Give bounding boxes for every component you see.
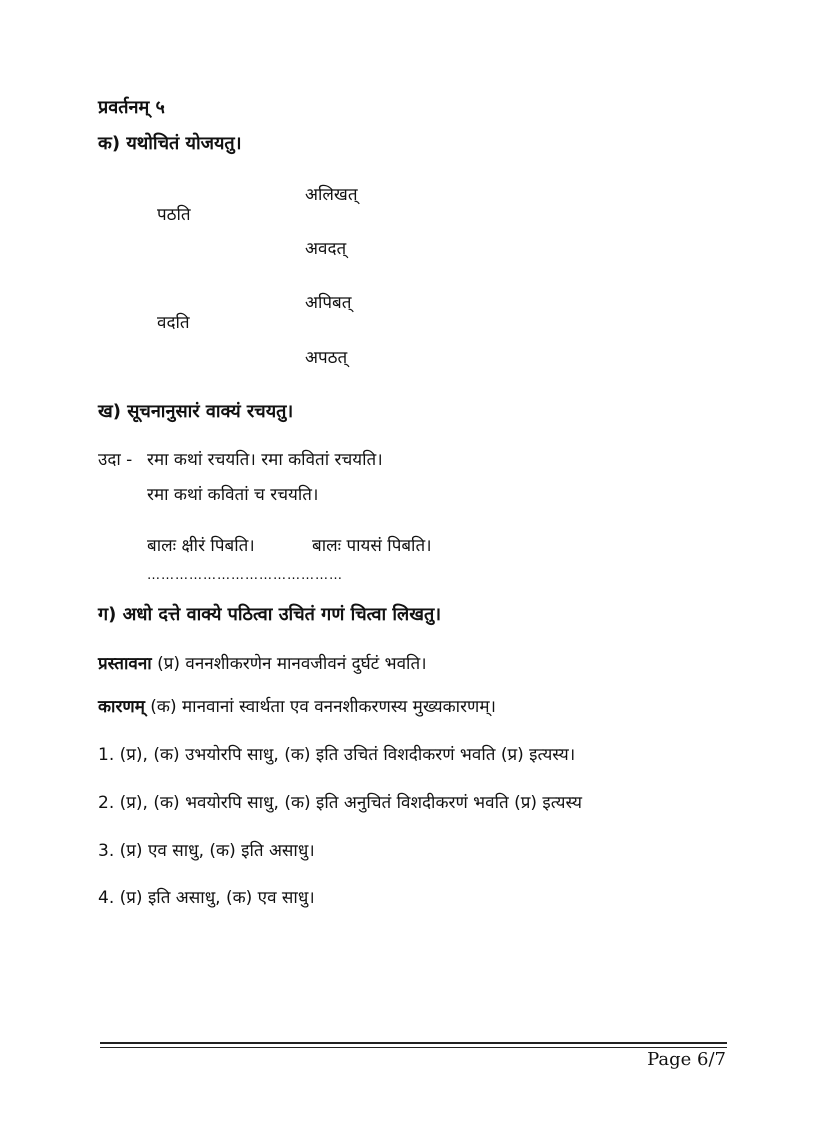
match-right-item: अपिबत् bbox=[305, 293, 352, 313]
heading: प्रवर्तनम् ५ bbox=[98, 97, 165, 118]
example-line-2: रमा कथां कवितां च रचयति। bbox=[147, 485, 319, 505]
match-left-item: पठति bbox=[157, 205, 191, 225]
karanam-label: कारणम् bbox=[98, 697, 145, 717]
option-item: 4. (प्र) इति असाधु, (क) एव साधु। bbox=[98, 888, 315, 908]
question-sentence-a: बालः क्षीरं पिबति। bbox=[147, 536, 255, 556]
match-left-item: वदति bbox=[157, 313, 190, 333]
example-line-1: रमा कथां रचयति। रमा कवितां रचयति। bbox=[147, 450, 383, 470]
option-item: 3. (प्र) एव साधु, (क) इति असाधु। bbox=[98, 841, 315, 861]
option-item: 2. (प्र), (क) भवयोरपि साधु, (क) इति अनुचितं विशदीकरणं भवति (प्र) इत्यस्य bbox=[98, 793, 583, 813]
karanam-text: (क) मानवानां स्वार्थता एव वननशीकरणस्य मुख्यकारणम्। bbox=[150, 697, 496, 717]
answer-blank: …………………………………… bbox=[147, 568, 343, 583]
match-right-item: अपठत् bbox=[305, 348, 348, 368]
example-prefix: उदा - bbox=[98, 450, 133, 470]
match-right-item: अवदत् bbox=[305, 239, 347, 259]
prastavana-text: (प्र) वननशीकरणेन मानवजीवनं दुर्घटं भवति। bbox=[157, 654, 427, 674]
section-kha-title: ख) सूचनानुसारं वाक्यं रचयतु। bbox=[98, 401, 294, 422]
question-sentence-b: बालः पायसं पिबति। bbox=[312, 536, 432, 556]
footer-rule bbox=[100, 1042, 727, 1044]
karanam-line bbox=[98, 694, 496, 717]
prastavana-label: प्रस्तावना bbox=[98, 654, 152, 674]
option-item: 1. (प्र), (क) उभयोरपि साधु, (क) इति उचितं विशदीकरणं भवति (प्र) इत्यस्य। bbox=[98, 745, 576, 765]
page-number: Page 6/7 bbox=[647, 1049, 726, 1070]
section-ka-title: क) यथोचितं योजयतु। bbox=[98, 133, 242, 154]
section-ga-title: ग) अधो दत्ते वाक्ये पठित्वा उचितं गणं चित्वा लिखतु। bbox=[98, 604, 442, 625]
prastavana-line bbox=[98, 651, 427, 674]
match-right-item: अलिखत् bbox=[305, 185, 358, 205]
footer-rule-thin bbox=[100, 1047, 727, 1048]
